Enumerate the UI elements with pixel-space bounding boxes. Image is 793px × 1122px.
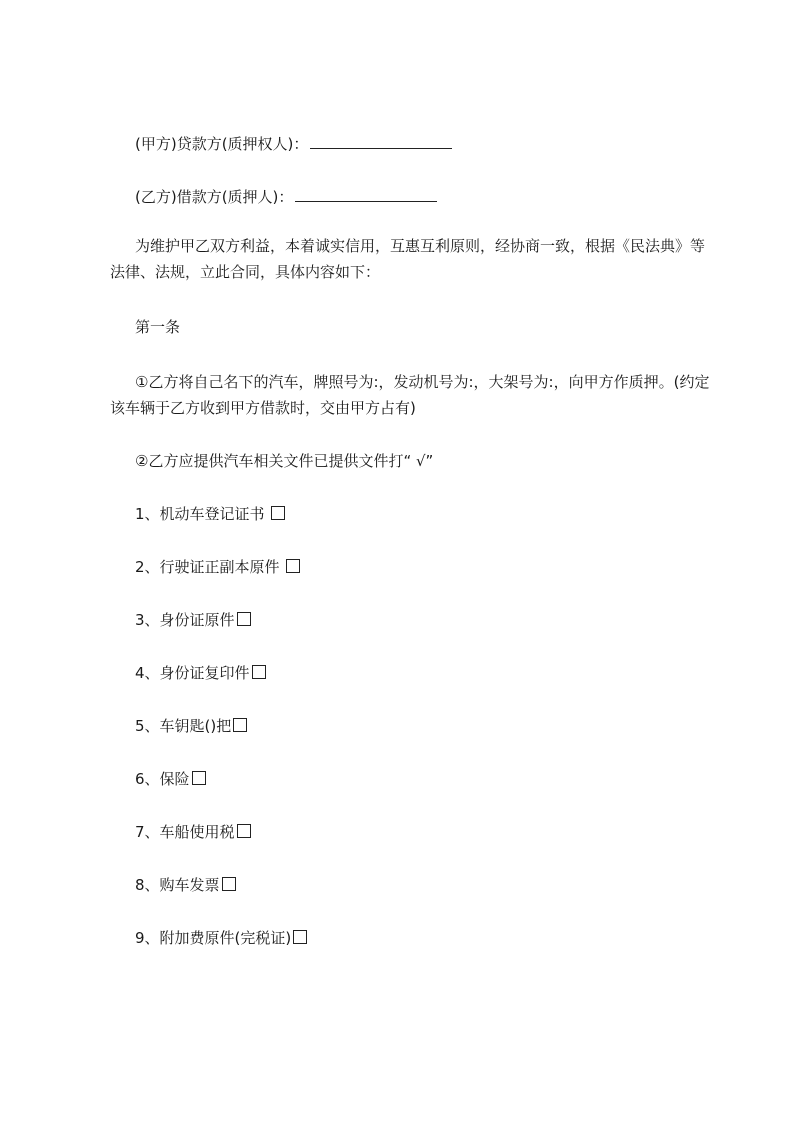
checkbox-icon[interactable] [233, 718, 247, 732]
document-item [135, 609, 735, 631]
checkbox-icon[interactable] [237, 824, 251, 838]
checkbox-icon[interactable] [252, 665, 266, 679]
document-item-label: 7、车船使用税 [135, 823, 235, 841]
document-item [135, 874, 735, 896]
checkbox-icon[interactable] [192, 771, 206, 785]
document-item-label: 9、附加费原件(完税证) [135, 929, 292, 947]
checkbox-icon[interactable] [237, 612, 251, 626]
party-a-line [135, 132, 735, 155]
article-1-heading: 第一条 [135, 318, 181, 336]
checkbox-icon[interactable] [222, 877, 236, 891]
document-item [135, 821, 735, 843]
document-item-label: 8、购车发票 [135, 876, 220, 894]
document-item [135, 503, 735, 525]
document-item-label: 1、机动车登记证书 [135, 505, 270, 523]
preamble-paragraph: 为维护甲乙双方利益，本着诚实信用，互惠互利原则，经协商一致，根据《民法典》等法律、法规，立此合同，具体内容如下： [110, 237, 706, 281]
party-b-line [135, 185, 735, 208]
document-item [135, 927, 735, 949]
party-a-label: (甲方)贷款方(质押权人)： [135, 135, 309, 153]
document-item [135, 662, 735, 684]
party-b-blank-field[interactable] [295, 185, 437, 202]
document-item [135, 715, 735, 737]
checkbox-icon[interactable] [286, 559, 300, 573]
party-a-blank-field[interactable] [310, 132, 452, 149]
party-b-label: (乙方)借款方(质押人)： [135, 188, 294, 206]
checkbox-icon[interactable] [271, 506, 285, 520]
article-1-clause-1: ①乙方将自己名下的汽车，牌照号为:，发动机号为:，大架号为:，向甲方作质押。(约定该车辆于乙方收到甲方借款时，交由甲方占有) [110, 373, 710, 417]
document-item-label: 2、行驶证正副本原件 [135, 558, 285, 576]
document-item-label: 6、保险 [135, 770, 190, 788]
document-item-label: 5、车钥匙()把 [135, 717, 232, 735]
document-item-label: 4、身份证复印件 [135, 664, 250, 682]
document-item [135, 556, 735, 578]
checkbox-icon[interactable] [293, 930, 307, 944]
document-item [135, 768, 735, 790]
document-item-label: 3、身份证原件 [135, 611, 235, 629]
article-1-clause-2: ②乙方应提供汽车相关文件已提供文件打“ √” [135, 452, 434, 470]
